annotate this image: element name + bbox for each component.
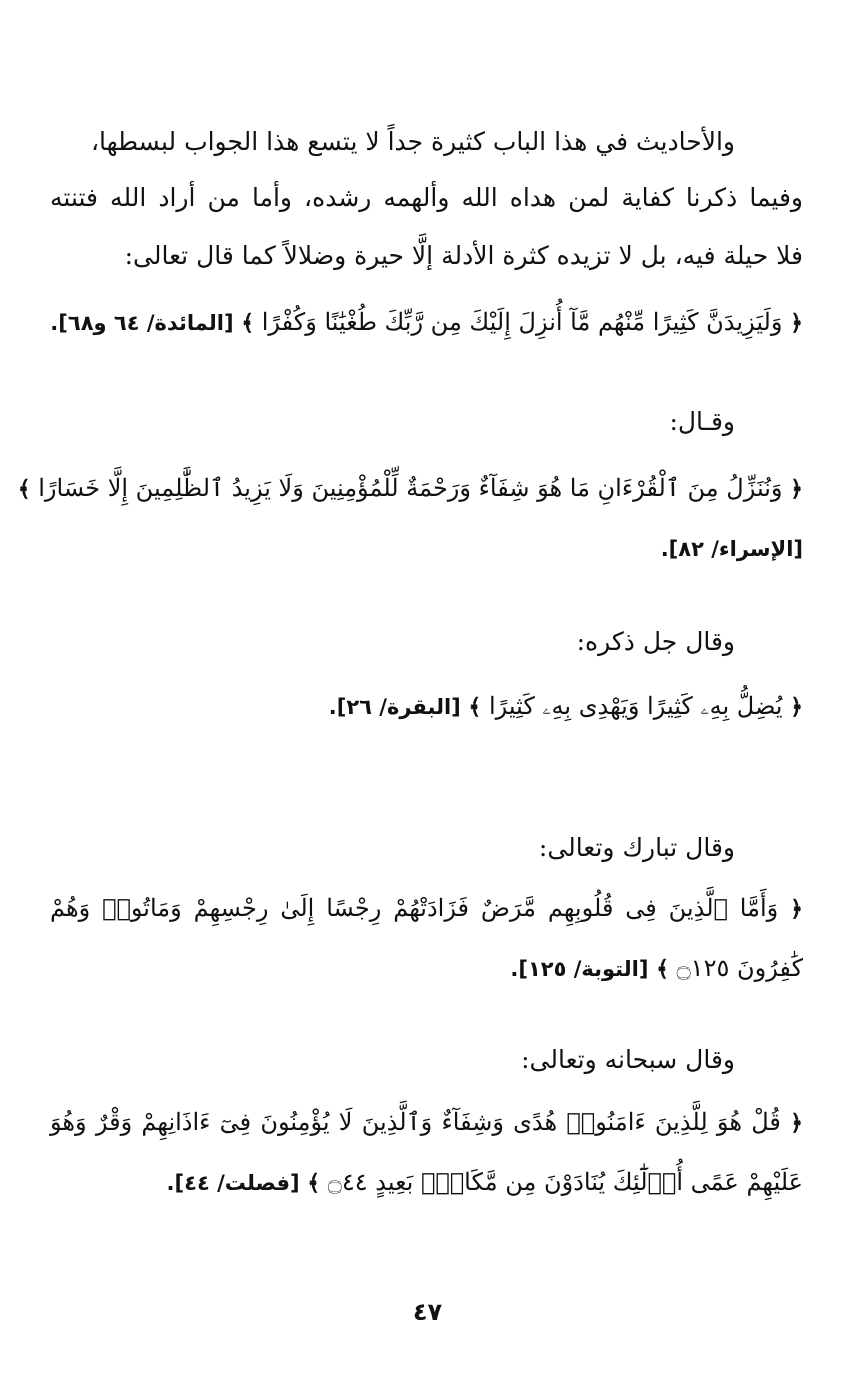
quote-2-reference-line — [661, 528, 803, 569]
quote-2-verse-line — [18, 468, 803, 510]
quote-3-verse-line — [329, 686, 803, 728]
quote-open-bracket: ﴿ — [790, 311, 803, 336]
quote-close-bracket: ﴾ — [468, 695, 482, 720]
quote-2-verse-text: وَنُنَزِّلُ مِنَ ٱلْقُرْءَانِ مَا هُوَ شِفَآءٌ وَرَحْمَةٌ لِّلْمُؤْمِنِينَ وَلَا يَزِيدُ ٱلظَّٰلِمِينَ إِلَّا خَسَارًا — [38, 474, 783, 502]
quote-open-bracket: ﴿ — [790, 897, 803, 922]
quote-4-verse-text-1: وَأَمَّا ٱلَّذِينَ فِى قُلُوبِهِم مَّرَضٌ فَزَادَتْهُمْ رِجْسًا إِلَىٰ رِجْسِهِمْ وَمَاتُوا۟ وَهُمْ — [50, 894, 779, 922]
quote-4-verse-text-2: كَٰفِرُونَ ۝١٢٥ — [676, 954, 803, 982]
quote-close-bracket: ﴾ — [241, 311, 255, 336]
quote-5-reference: [فصلت/ ٤٤]. — [166, 1171, 300, 1195]
quote-1-reference: [المائدة/ ٦٤ و٦٨]. — [50, 311, 234, 335]
quote-5-verse-text-2: عَلَيْهِمْ عَمًى أُو۟لَٰٓئِكَ يُنَادَوْنَ مِن مَّكَانٍۭ بَعِيدٍ ۝٤٤ — [327, 1168, 803, 1196]
quote-close-bracket: ﴾ — [17, 477, 31, 502]
quote-2-reference: [الإسراء/ ٨٢]. — [660, 537, 803, 561]
quote-4-reference: [التوبة/ ١٢٥]. — [510, 957, 649, 981]
quote-open-bracket: ﴿ — [790, 477, 803, 502]
intro-line-3: فلا حيلة فيه، بل لا تزيده كثرة الأدلة إلَّا حيرة وضلالاً كما قال تعالى: — [124, 241, 803, 270]
page-number: ٤٧ — [412, 1298, 443, 1326]
quote-3-verse-text: يُضِلُّ بِهِۦ كَثِيرًا وَيَهْدِى بِهِۦ كَثِيرًا — [488, 692, 783, 720]
quote-5-verse-text-1: قُلْ هُوَ لِلَّذِينَ ءَامَنُوا۟ هُدًى وَشِفَآءٌ وَٱلَّذِينَ لَا يُؤْمِنُونَ فِىٓ ءَاذَانِهِمْ وَقْرٌ وَهُوَ — [50, 1108, 781, 1136]
quote-1-verse-text: وَلَيَزِيدَنَّ كَثِيرًا مِّنْهُم مَّآ أُنزِلَ إِلَيْكَ مِن رَّبِّكَ طُغْيَٰنًا وَكُفْرًا — [261, 308, 783, 336]
quote-4-verse-line-1 — [50, 888, 803, 930]
quote-4-verse-line-2 — [510, 948, 803, 990]
quote-3-reference: [البقرة/ ٢٦]. — [328, 695, 461, 719]
quote-1-verse-line — [50, 302, 803, 344]
quote-3-heading: وقال جل ذكره: — [576, 627, 735, 656]
quote-close-bracket: ﴾ — [656, 957, 669, 982]
intro-line-1: والأحاديث في هذا الباب كثيرة جداً لا يتسع هذا الجواب لبسطها، — [90, 127, 735, 156]
quote-2-heading: وقـال: — [669, 407, 735, 436]
quote-4-heading: وقال تبارك وتعالى: — [538, 833, 735, 862]
intro-line-2: وفيما ذكرنا كفاية لمن هداه الله وألهمه رشده، وأما من أراد الله فتنته — [50, 183, 803, 212]
quote-open-bracket: ﴿ — [790, 695, 803, 720]
quote-close-bracket: ﴾ — [307, 1171, 321, 1196]
quote-5-heading: وقال سبحانه وتعالى: — [521, 1045, 735, 1074]
quote-5-verse-line-2 — [167, 1162, 803, 1204]
quote-open-bracket: ﴿ — [790, 1111, 803, 1136]
quote-5-verse-line-1 — [50, 1102, 803, 1144]
